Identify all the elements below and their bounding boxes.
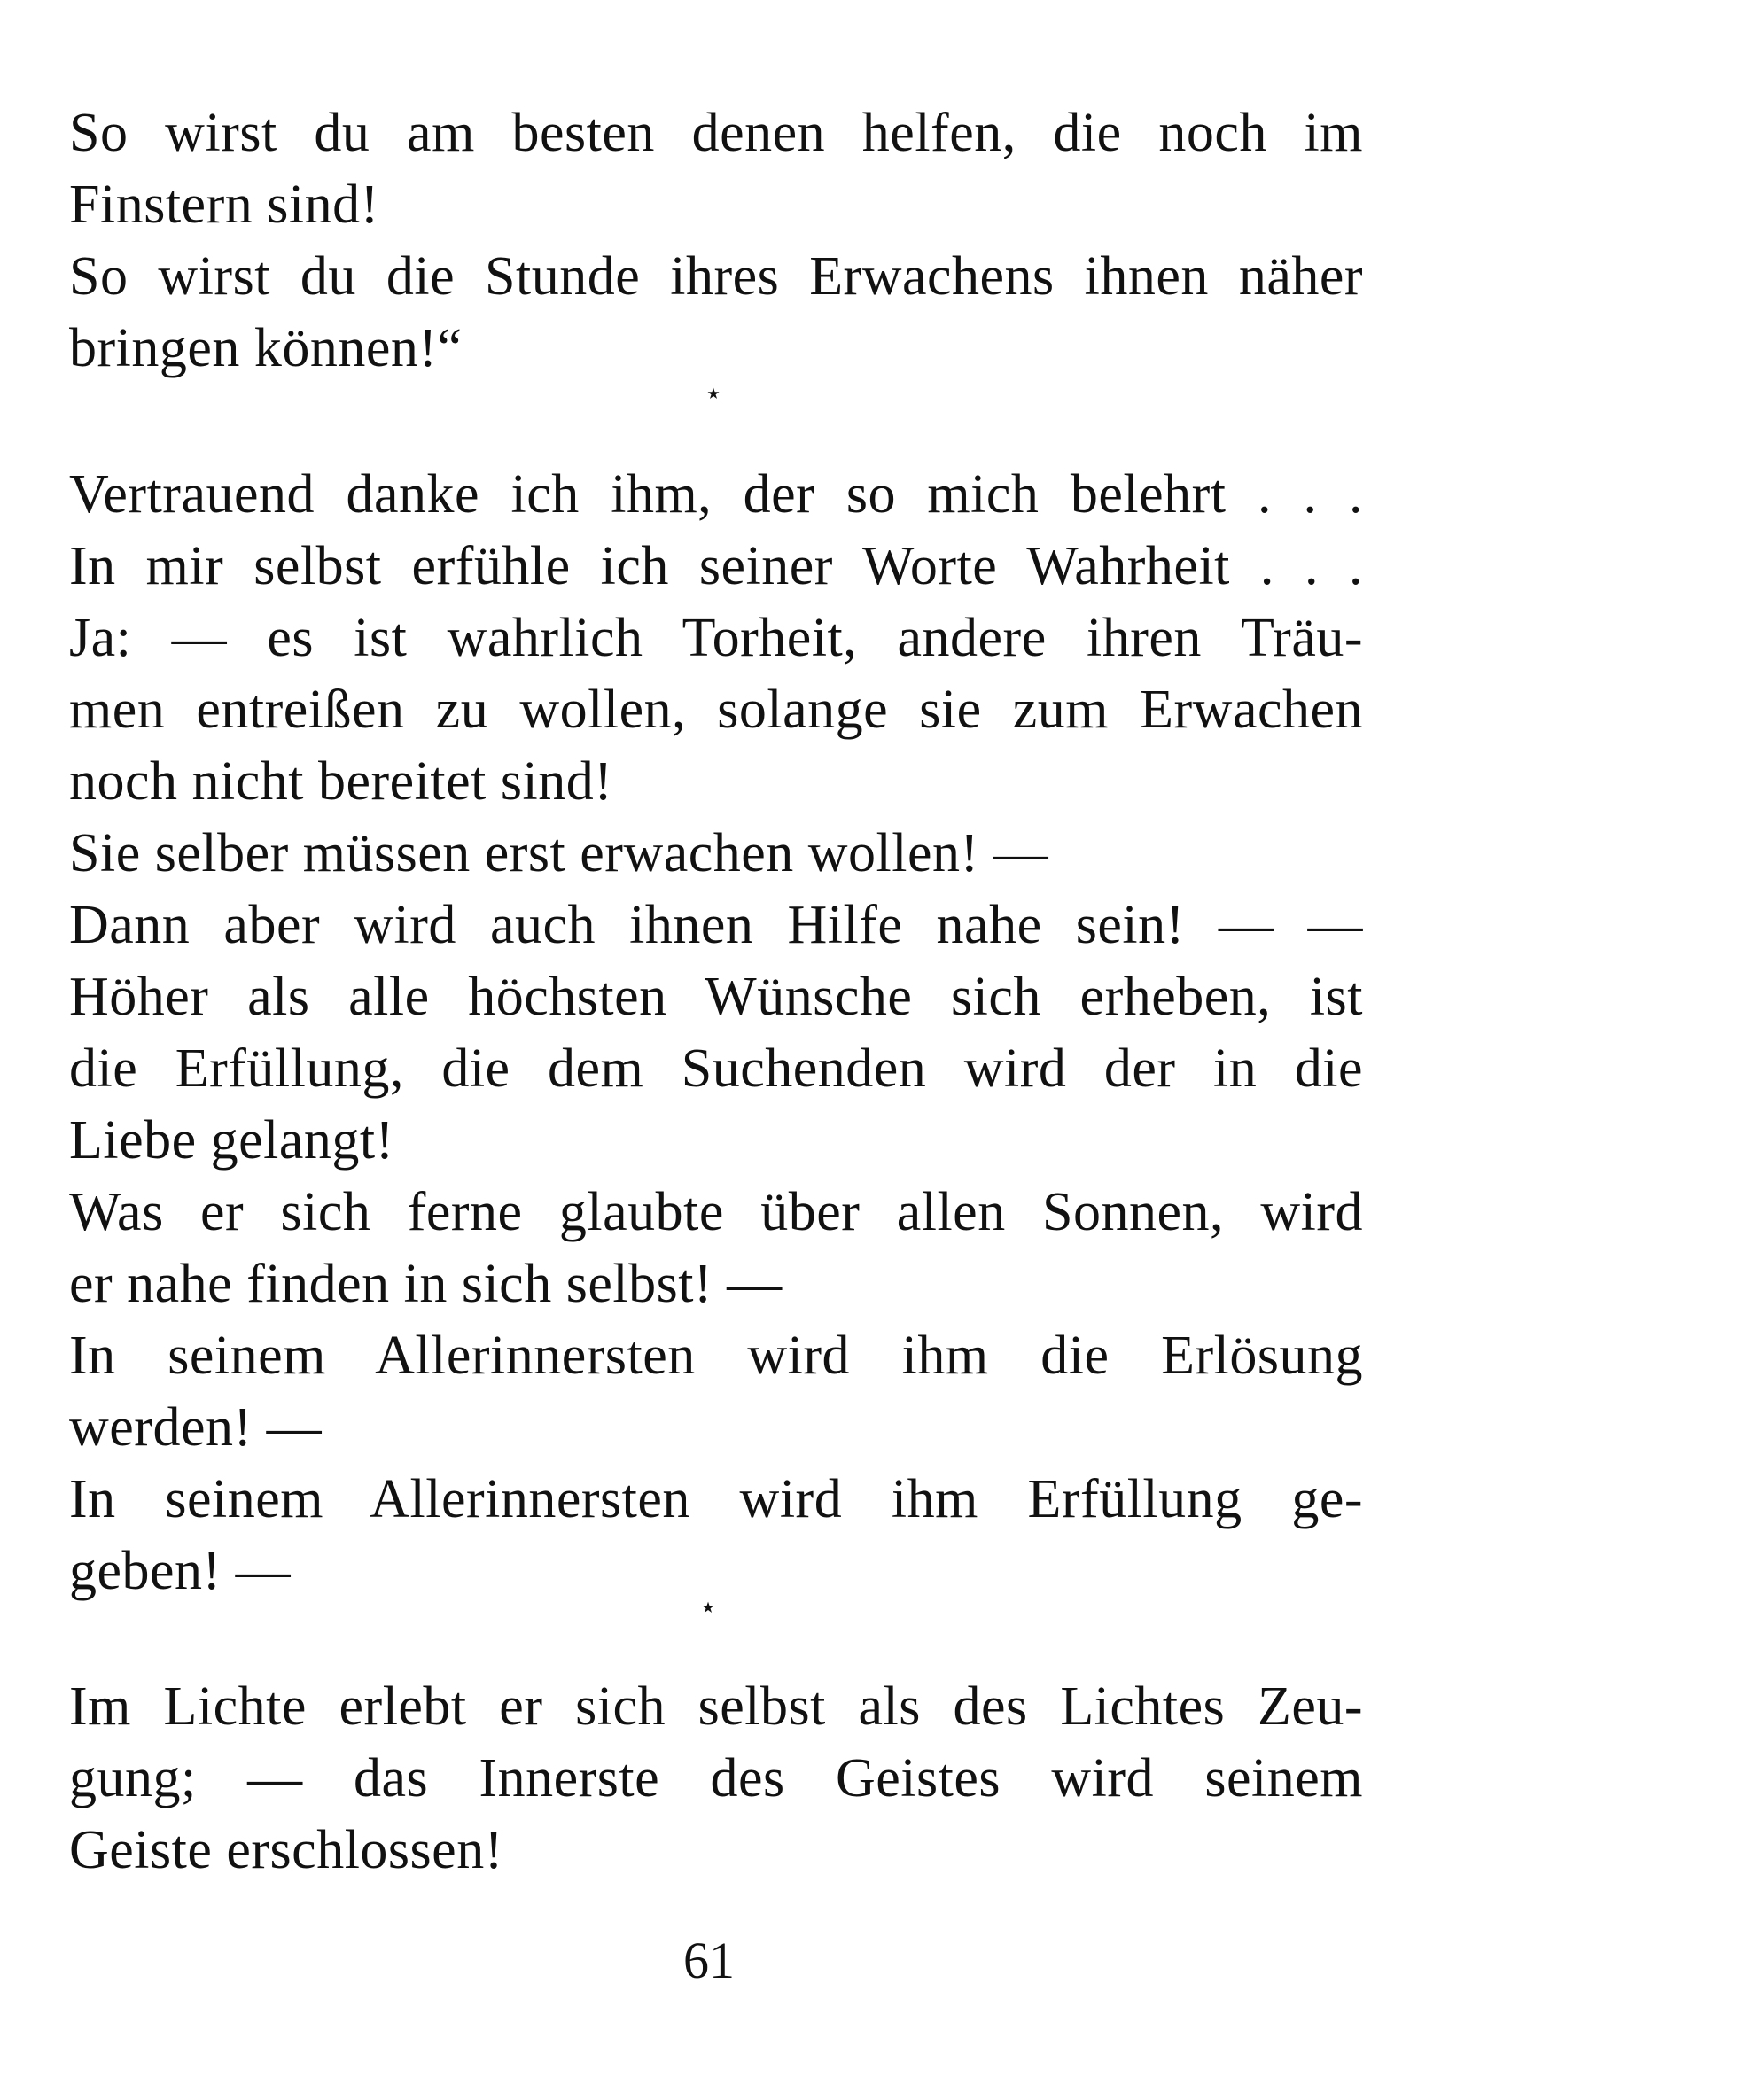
text-line: In seinem Allerinnersten wird ihm die Erlösung: [69, 1326, 1363, 1386]
text-line: men entreißen zu wollen, solange sie zum Erwachen: [69, 680, 1363, 740]
text-line: So wirst du am besten denen helfen, die noch im: [69, 103, 1363, 163]
text-line: noch nicht bereitet sind!: [69, 751, 613, 812]
text-line: geben! —: [69, 1541, 292, 1601]
text-line: Sie selber müssen erst erwachen wollen! —: [69, 823, 1049, 883]
text-line: In seinem Allerinnersten wird ihm Erfüllung ge-: [69, 1469, 1363, 1529]
text-line: Was er sich ferne glaubte über allen Sonnen, wird: [69, 1182, 1363, 1242]
paragraph-3: [69, 1671, 1363, 1886]
section-separator-star: ⋆: [698, 1591, 718, 1624]
text-line: werden! —: [69, 1397, 323, 1458]
paragraph-1: [69, 97, 1363, 385]
section-separator-star: ⋆: [704, 377, 723, 410]
text-line: Im Lichte erlebt er sich selbst als des Lichtes Zeu-: [69, 1676, 1363, 1737]
text-line: Dann aber wird auch ihnen Hilfe nahe sein! — —: [69, 895, 1363, 955]
text-line: die Erfüllung, die dem Suchenden wird der in die: [69, 1038, 1363, 1099]
text-line: Vertrauend danke ich ihm, der so mich belehrt . . .: [69, 464, 1363, 525]
text-line: gung; — das Innerste des Geistes wird seinem: [69, 1748, 1363, 1808]
text-line: Liebe gelangt!: [69, 1110, 394, 1171]
paragraph-2: [69, 459, 1363, 1607]
text-line: er nahe finden in sich selbst! —: [69, 1254, 783, 1314]
text-line: Finstern sind!: [69, 175, 379, 235]
text-line: Ja: — es ist wahrlich Torheit, andere ihren Träu-: [69, 608, 1363, 668]
text-line: Höher als alle höchsten Wünsche sich erheben, ist: [69, 967, 1363, 1027]
page-number: 61: [683, 1932, 735, 1989]
text-line: bringen können!“: [69, 318, 463, 378]
text-line: In mir selbst erfühle ich seiner Worte Wahrheit . . .: [69, 536, 1363, 596]
text-line: Geiste erschlossen!: [69, 1820, 503, 1880]
text-line: So wirst du die Stunde ihres Erwachens ihnen näher: [69, 246, 1363, 307]
